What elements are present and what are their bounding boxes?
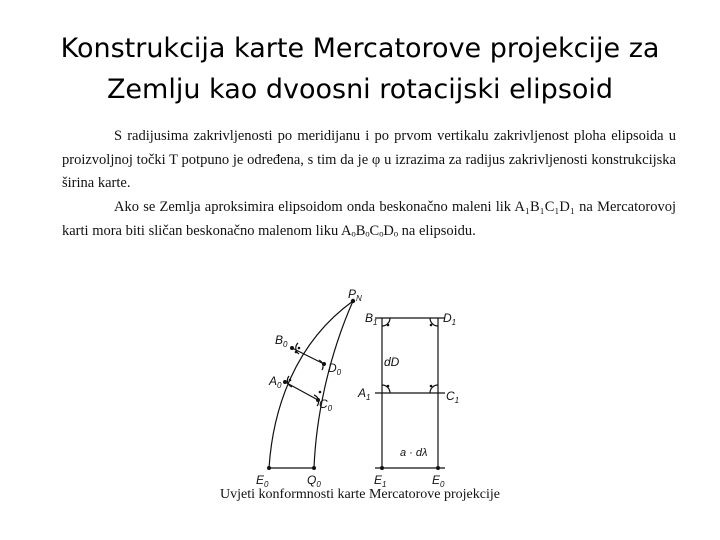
parallel-b0-d0	[292, 348, 324, 364]
point-e0-map	[436, 466, 440, 470]
point-e0	[267, 466, 271, 470]
title-line-1: Konstrukcija karte Mercatorove projekcije za	[60, 33, 660, 64]
label-e0: $E_0$	[256, 473, 269, 488]
point-a0	[283, 380, 287, 384]
label-b1: $B_1$	[365, 311, 378, 327]
point-e1	[380, 466, 384, 470]
label-dd: dD	[384, 355, 400, 369]
point-d0	[322, 362, 326, 366]
title-line-2: Zemlju kao dvoosni rotacijski elipsoid	[106, 74, 614, 105]
label-c1: $C_1$	[446, 389, 460, 405]
label-a0: $A_0$	[269, 374, 282, 390]
label-d0: $D_0$	[328, 361, 342, 377]
slide-title	[0, 28, 720, 110]
label-e0-map: $E_0$	[432, 473, 445, 488]
meridian-right	[314, 301, 353, 468]
meridian-left	[269, 301, 353, 468]
label-pn: $P_N$	[348, 288, 362, 303]
point-q0	[312, 466, 316, 470]
paragraph-1: S radijusima zakrivljenosti po meridijanu i po prvom vertikalu zakrivljenost ploha elipsoida u proizvoljnoj točki T potpuno je određena, s tim da je φ u izrazima za radijus zakrivljenosti konstrukcijska širina karte.	[62, 128, 676, 192]
label-q0: $Q_0$	[307, 473, 321, 488]
label-a-dlambda: a · dλ	[400, 447, 428, 459]
label-e1: $E_1$	[374, 473, 387, 488]
parallel-a0-c0	[285, 382, 318, 400]
figure-caption: Uvjeti konformnosti karte Mercatorove projekcije	[220, 487, 500, 502]
point-b0	[290, 346, 294, 350]
label-b0: $B_0$	[275, 333, 288, 349]
scanned-text-block	[62, 125, 676, 244]
label-a1: $A_1$	[358, 386, 371, 402]
label-d1: $D_1$	[443, 311, 457, 327]
label-c0: $C_0$	[319, 397, 333, 413]
mercator-conformality-figure	[240, 288, 500, 488]
paragraph-2: Ako se Zemlja aproksimira elipsoidom onda beskonačno maleni lik A₁B₁C₁D₁ na Mercatorovoj karti mora biti sličan beskonačno malenom liku AₒBₒCₒDₒ na elipsoidu.	[62, 199, 676, 239]
